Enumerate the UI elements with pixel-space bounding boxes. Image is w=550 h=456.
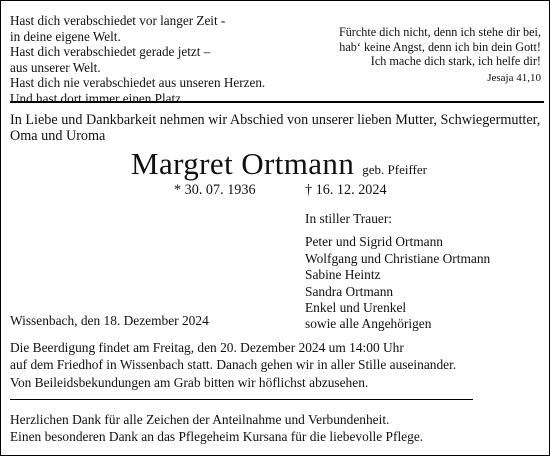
poem-line: Hast dich nie verabschiedet aus unseren Herzen. [10, 75, 266, 91]
deceased-name: Margret Ortmann [131, 146, 355, 181]
place-and-date: Wissenbach, den 18. Dezember 2024 [10, 313, 209, 328]
deceased-name-line [131, 146, 427, 182]
birth-name: geb. Pfeiffer [362, 162, 427, 177]
bible-verse [301, 25, 541, 85]
mourner-name: Wolfgang und Christiane Ortmann [305, 250, 491, 266]
poem [10, 13, 280, 107]
thanks-line: Einen besonderen Dank an das Pflegeheim Kursana für die liebevolle Pflege. [10, 429, 424, 444]
verse-reference: Jesaja 41,10 [487, 71, 541, 84]
intro-line: In Liebe und Dankbarkeit nehmen wir Abschied von unserer lieben Mutter, Schwiegermutter, [10, 112, 541, 128]
funeral-line: Die Beerdigung findet am Freitag, den 20. Dezember 2024 um 14:00 Uhr [10, 340, 404, 355]
mourner-name: sowie alle Angehörigen [305, 316, 432, 332]
intro-text [10, 112, 544, 144]
verse-line: Ich mache dich stark, ich helfe dir! [370, 54, 541, 69]
thanks-line: Herzlichen Dank für alle Zeichen der Anteilnahme und Verbundenheit. [10, 412, 390, 427]
mourner-name: Peter und Sigrid Ortmann [305, 234, 443, 250]
death-date: † 16. 12. 2024 [305, 182, 387, 198]
mourner-name: Sandra Ortmann [305, 283, 394, 299]
condolence-note: Von Beileidsbekundungen am Grab bitten wir höflichst abzusehen. [10, 375, 369, 390]
mourners-list [305, 211, 545, 333]
birth-date: * 30. 07. 1936 [174, 182, 256, 198]
top-divider [10, 101, 544, 103]
poem-line: in deine eigene Welt. [10, 28, 121, 44]
poem-line: aus unserer Welt. [10, 59, 101, 75]
funeral-line: auf dem Friedhof in Wissenbach statt. Danach gehen wir in aller Stille auseinander. [10, 357, 457, 372]
mourner-name: Enkel und Urenkel [305, 300, 407, 316]
mourners-heading: In stiller Trauer: [305, 211, 393, 226]
thanks-text [10, 411, 544, 445]
mourner-name: Sabine Heintz [305, 267, 381, 283]
bottom-divider [10, 399, 473, 400]
verse-line: Fürchte dich nicht, denn ich stehe dir bei, [338, 25, 541, 39]
funeral-details [10, 339, 544, 373]
poem-line: Hast dich verabschiedet vor langer Zeit - [10, 13, 226, 28]
verse-line: hab‘ keine Angst, denn ich bin dein Gott! [339, 39, 541, 54]
intro-line: Oma und Uroma [10, 128, 106, 144]
poem-line: Und hast dort immer einen Platz. [10, 90, 185, 106]
poem-line: Hast dich verabschiedet gerade jetzt – [10, 44, 211, 60]
